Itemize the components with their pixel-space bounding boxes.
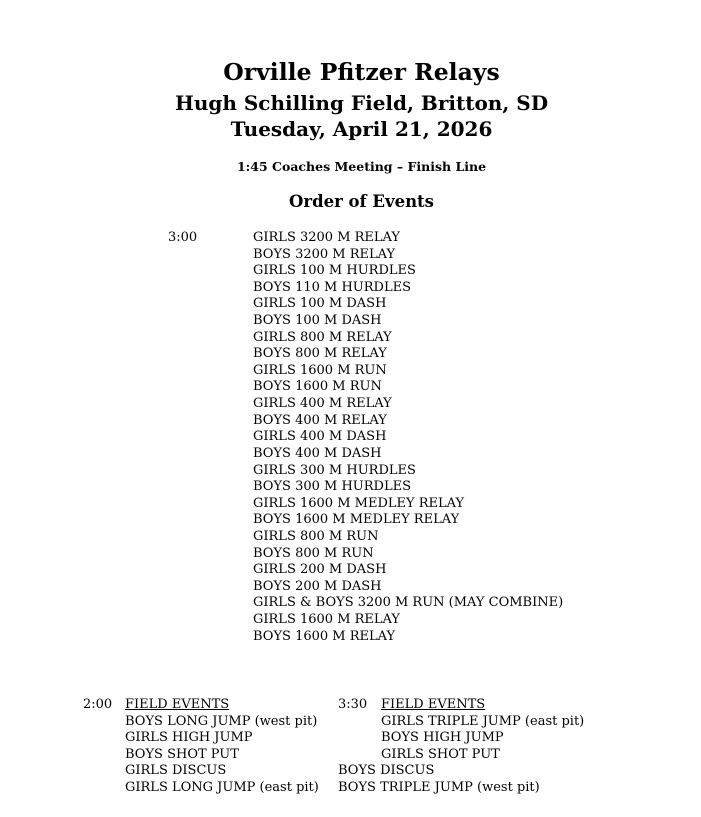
field-left-event: BOYS SHOT PUT — [125, 746, 239, 762]
running-event: BOYS 1600 M RUN — [253, 379, 382, 395]
running-event: BOYS 300 M HURDLES — [253, 479, 411, 495]
running-event: BOYS 100 M DASH — [253, 313, 382, 329]
running-event: GIRLS 100 M HURDLES — [253, 263, 416, 279]
running-event: BOYS 200 M DASH — [253, 578, 382, 594]
running-event: BOYS 800 M RUN — [253, 545, 374, 561]
field-right-event: GIRLS SHOT PUT — [381, 746, 500, 762]
running-event: BOYS 1600 M MEDLEY RELAY — [253, 512, 460, 528]
field-events-left — [83, 697, 343, 807]
meet-title: Orville Pfitzer Relays — [223, 58, 500, 86]
coaches-meeting: 1:45 Coaches Meeting – Finish Line — [236, 159, 487, 174]
running-event: GIRLS 400 M DASH — [253, 429, 387, 445]
running-event: GIRLS 1600 M RUN — [253, 362, 387, 378]
running-event: GIRLS & BOYS 3200 M RUN (MAY COMBINE) — [253, 595, 564, 611]
field-right-event: BOYS DISCUS — [338, 763, 435, 779]
running-event: BOYS 400 M DASH — [253, 445, 382, 461]
field-right-time: 3:30 — [338, 697, 368, 712]
venue-heading: Hugh Schilling Field, Britton, SD — [174, 91, 549, 115]
field-left-event: GIRLS HIGH JUMP — [125, 730, 253, 746]
running-event: GIRLS 3200 M RELAY — [253, 230, 400, 245]
running-event: BOYS 110 M HURDLES — [253, 279, 411, 295]
running-event: GIRLS 1600 M MEDLEY RELAY — [253, 495, 465, 511]
running-start-time: 3:00 — [168, 230, 198, 245]
field-left-heading: FIELD EVENTS — [125, 697, 230, 712]
field-left-event: GIRLS LONG JUMP (east pit) — [125, 780, 319, 795]
field-right-event: BOYS HIGH JUMP — [381, 730, 504, 746]
running-event: GIRLS 200 M DASH — [253, 562, 387, 578]
field-left-event: GIRLS DISCUS — [125, 763, 227, 779]
running-event: BOYS 800 M RELAY — [253, 346, 387, 362]
running-events-list — [253, 230, 563, 645]
running-event: GIRLS 100 M DASH — [253, 296, 387, 312]
field-left-time: 2:00 — [83, 697, 113, 712]
running-event: BOYS 1600 M RELAY — [253, 628, 396, 644]
running-event: GIRLS 800 M RUN — [253, 528, 379, 544]
field-events-right — [338, 697, 598, 807]
field-right-event: GIRLS TRIPLE JUMP (east pit) — [381, 713, 585, 729]
running-event: BOYS 400 M RELAY — [253, 412, 387, 428]
running-event: GIRLS 1600 M RELAY — [253, 612, 400, 628]
running-event: GIRLS 800 M RELAY — [253, 329, 392, 345]
running-event: BOYS 3200 M RELAY — [253, 246, 396, 262]
running-event: GIRLS 300 M HURDLES — [253, 462, 416, 478]
field-right-heading: FIELD EVENTS — [381, 697, 486, 712]
order-of-events-heading: Order of Events — [289, 192, 434, 211]
running-event: GIRLS 400 M RELAY — [253, 396, 392, 412]
field-left-event: BOYS LONG JUMP (west pit) — [125, 713, 318, 729]
field-right-event: BOYS TRIPLE JUMP (west pit) — [338, 780, 540, 795]
date-heading: Tuesday, April 21, 2026 — [230, 117, 493, 141]
